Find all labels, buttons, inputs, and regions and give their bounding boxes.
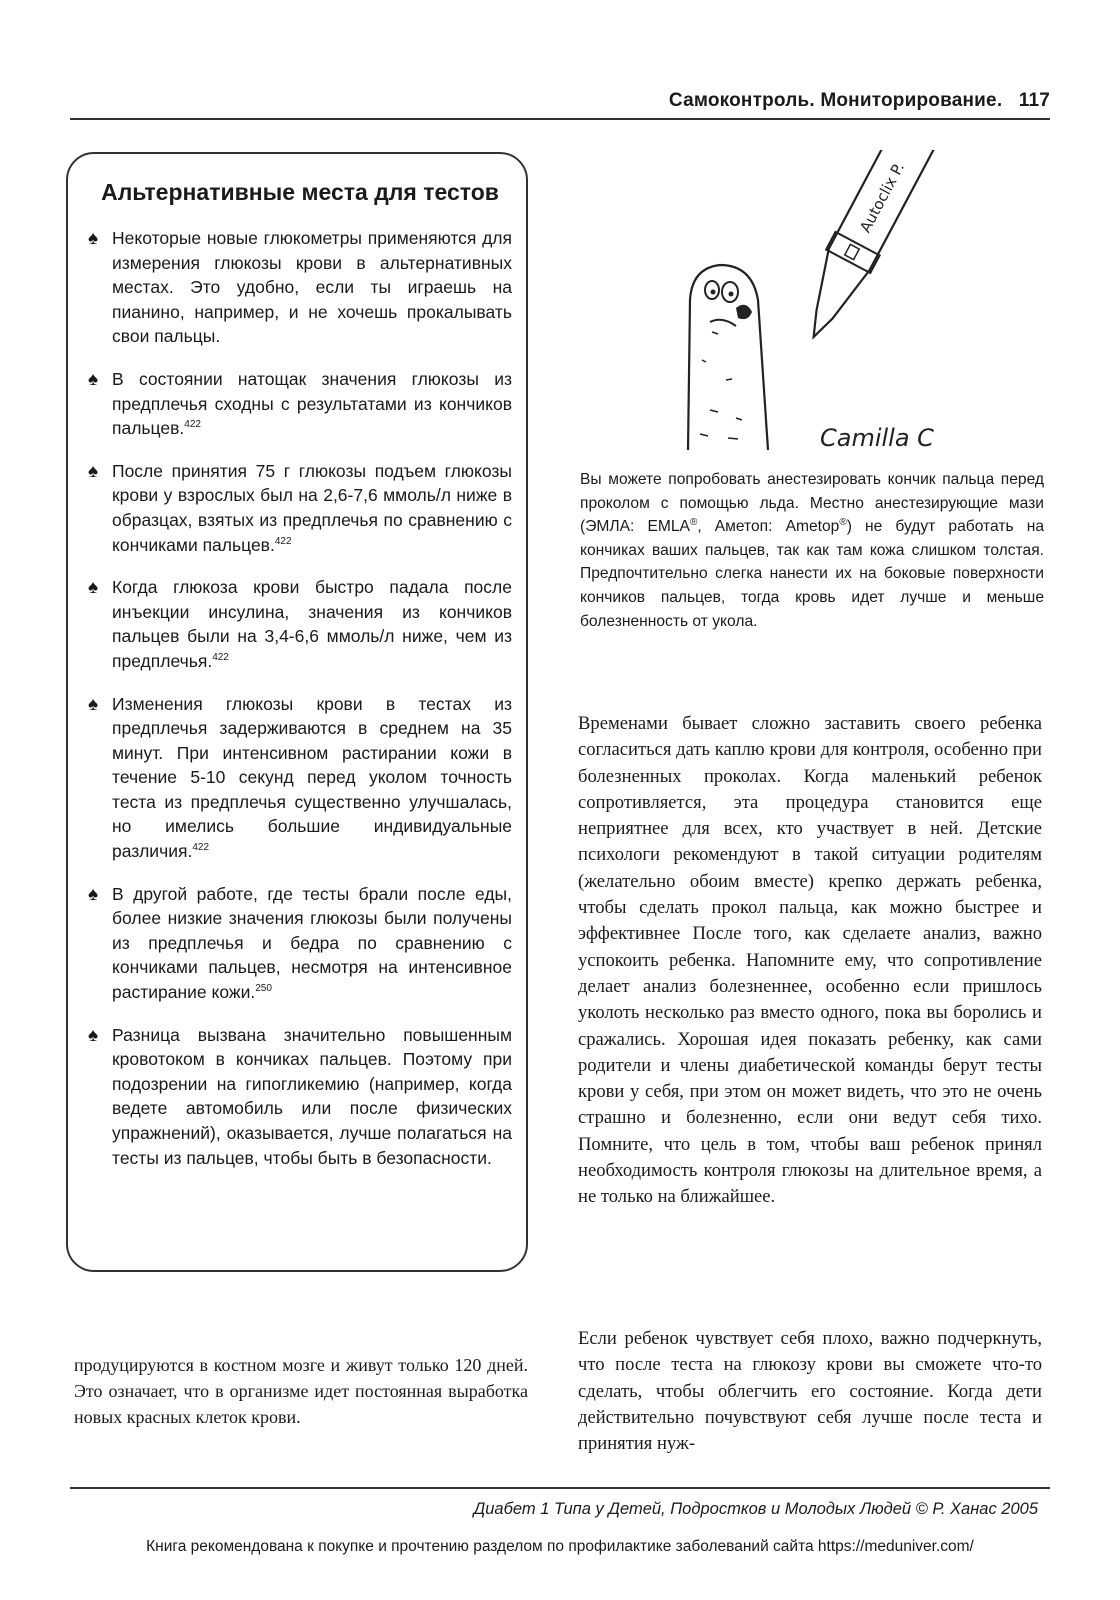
finger-lancet-drawing <box>640 150 960 450</box>
spade-icon: ♠ <box>88 577 99 599</box>
running-title: Самоконтроль. Мониторирование. <box>668 90 1003 111</box>
page-number: 117 <box>1018 90 1050 111</box>
lancet-label: Autoclix P. <box>856 159 909 236</box>
list-item-text: В состоянии натощак значения глюкозы из предплечья сходны с результатами из кончиков пальцев.$^{422}$ <box>112 368 512 439</box>
spade-icon: ♠ <box>88 693 99 715</box>
spade-icon: ♠ <box>88 368 99 390</box>
list-item-text: Разница вызвана значительно повышенным кровотоком в кончиках пальцев. Поэтому при подозрении на гипогликемию (например, когда ведете автомобиль или после физических упражнений), оказывается, лучше полагаться на тесты из пальцев, чтобы быть в безопасности. <box>112 1024 512 1168</box>
reference-number: 422 <box>274 535 292 547</box>
reference-number: 422 <box>184 419 201 431</box>
list-item <box>88 692 512 864</box>
list-item-text: Когда глюкоза крови быстро падала после инъекции инсулина, значения из кончиков пальцев были на 3,4-6,6 ммоль/л ниже, чем из предплечья.$^{422}$ <box>112 577 512 671</box>
reference-number: 422 <box>212 652 229 664</box>
list-item-text: Изменения глюкозы крови в тестах из предплечья задерживаются в среднем на 35 минут. При интенсивном растирании кожи в течение 5-10 секунд перед уколом точность теста из предплечья существенно улучшалась, но имелись большие индивидуальные различия.$^{422}$ <box>112 693 512 862</box>
body-paragraph: Временами бывает сложно заставить своего ребенка согласиться дать каплю крови для контроля, особенно при болезненных проколах. Когда маленький ребенок сопротивляется, эта процедура становится еще неприятнее для всех, кто участвует в ней. Детские психологи рекомендуют в такой ситуации родителям (желательно обоим вместе) крепко держать ребенка, чтобы сделать прокол пальца, как можно быстрее и эффективнее После того, как сделаете анализ, важно успокоить ребенка. Напомните ему, что сопротивление делает анализ болезненнее, особенно если пришлось уколоть несколько раз вместо одного, пока вы боролись и сражались. Хорошая идея показать ребенку, как сами родители и члены диабетической команды берут тесты крови у себя, при этом он может видеть, что это не очень страшно и болезненно, если они ведут себя тихо. Помните, что цель в том, чтобы ваш ребенок принял необходимость контроля глюкозы на длительное время, а не только на ближайшее. <box>578 713 1042 1208</box>
spade-icon: ♠ <box>88 228 99 249</box>
list-item <box>88 882 512 1005</box>
list-item <box>88 1023 512 1171</box>
footer-divider <box>70 1487 1050 1489</box>
artist-signature: Camilla C <box>820 424 934 450</box>
running-header <box>669 90 1050 112</box>
spade-icon: ♠ <box>88 883 99 905</box>
figure-caption: Вы можете попробовать анестезировать кончик пальца перед проколом с помощью льда. Местно анестезирующие мази (ЭМЛА: EMLA®, Аметоп: Ametop®) не будут работать на кончиках ваших пальцев, так как там кожа слишком толстая. Предпочтительно слегка нанести их на боковые поверхности кончиков пальцев, тогда кровь идет лучше и меньше болезненность от укола. <box>580 471 1044 630</box>
body-text-continued: продуцируются в костном мозге и живут только 120 дней. Это означает, что в организме идет постоянная выработка новых красных клеток крови. <box>74 1355 528 1427</box>
spade-icon: ♠ <box>88 1024 99 1046</box>
finger-drawing-figure <box>640 150 960 450</box>
list-item <box>88 459 512 557</box>
list-item <box>88 367 512 441</box>
lancet-pen <box>787 150 941 346</box>
body-paragraph: Если ребенок чувствует себя плохо, важно подчеркнуть, что после теста на глюкозу крови вы сможете что-то сделать, чтобы облегчить его состояние. Когда дети действительно почувствуют себя лучше после теста и принятия нуж- <box>578 1328 1042 1455</box>
sidebar-title: Альтернативные места для тестов <box>101 179 499 205</box>
list-item <box>88 575 512 673</box>
footer-book-title: Диабет 1 Типа у Детей, Подростков и Молодых Людей © Р. Ханас 2005 <box>473 1500 1038 1518</box>
finger-nose <box>736 305 752 319</box>
list-item <box>88 226 512 349</box>
list-item-text: После принятия 75 г глюкозы подъем глюкозы крови у взрослых был на 2,6-7,6 ммоль/л ниже в образцах, взятых из предплечья по сравнению с кончиками пальцев.$^{422}$ <box>112 460 512 555</box>
reference-number: 422 <box>192 842 210 854</box>
list-item-text: Некоторые новые глюкометры применяются для измерения глюкозы крови в альтернативных местах. Это удобно, если ты играешь на пианино, например, и не хочешь прокалывать свои пальцы. <box>112 228 512 347</box>
reference-number: 250 <box>255 983 272 995</box>
list-item-text: В другой работе, где тесты брали после еды, более низкие значения глюкозы были получены из предплечья и бедра по сравнению с кончиками пальцев, несмотря на интенсивное растирание кожи.$^{250}$ <box>112 883 512 1003</box>
page-header <box>70 88 1050 120</box>
finger-outline <box>688 265 768 450</box>
site-note: Книга рекомендована к покупке и прочтению разделом по профилактике заболеваний сайта https://meduniver.com/ <box>146 1538 974 1555</box>
sidebar-box <box>66 152 528 1272</box>
finger-mouth <box>710 320 736 326</box>
spade-icon: ♠ <box>88 460 99 482</box>
